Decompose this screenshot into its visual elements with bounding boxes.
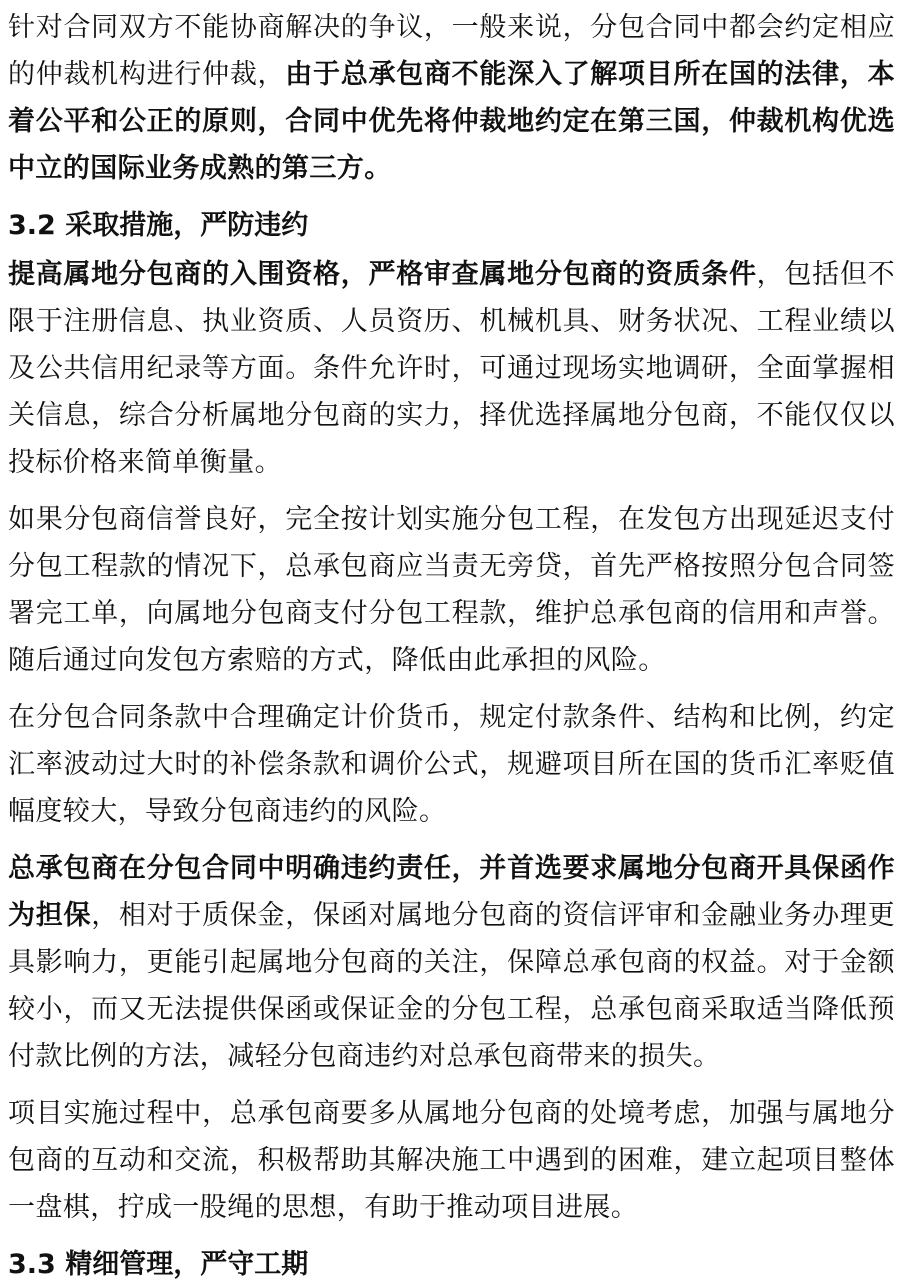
paragraph-qualification-text: ，包括但不限于注册信息、执业资质、人员资历、机械机具、财务状况、工程业绩以及公共信用纪录等方面。条件允许时，可通过现场实地调研，全面掌握相关信息，综合分析属地分包商的实力，择优选择属地分包商，不能仅仅以投标价格来简单衡量。 xyxy=(8,259,895,478)
paragraph-cooperation: 项目实施过程中，总承包商要多从属地分包商的处境考虑，加强与属地分包商的互动和交流，积极帮助其解决施工中遇到的困难，建立起项目整体一盘棋，拧成一股绳的思想，有助于推动项目进展。 xyxy=(8,1098,895,1223)
section-heading-3-2: 3.2 采取措施，严防违约 xyxy=(8,210,309,241)
paragraph-guarantee-text: ，相对于质保金，保函对属地分包商的资信评审和金融业务办理更具影响力，更能引起属地分包商的关注，保障总承包商的权益。对于金额较小，而又无法提供保函或保证金的分包工程，总承包商采取适当降低预付款比例的方法，减轻分包商违约对总承包商带来的损失。 xyxy=(8,900,895,1072)
section-heading-3-3: 3.3 精细管理，严守工期 xyxy=(8,1249,309,1280)
paragraph-payment: 如果分包商信誉良好，完全按计划实施分包工程，在发包方出现延迟支付分包工程款的情况下，总承包商应当责无旁贷，首先严格按照分包合同签署完工单，向属地分包商支付分包工程款，维护总承包商的信用和声誉。随后通过向发包方索赔的方式，降低由此承担的风险。 xyxy=(8,504,895,676)
paragraph-guarantee-emphasis: 总承包商在分包合同中明确违约责任，并首选要求属地分包商开具保函作为担保 xyxy=(8,853,895,931)
paragraph-guarantee xyxy=(8,845,895,1080)
paragraph-arbitration-text: 针对合同双方不能协商解决的争议，一般来说，分包合同中都会约定相应的仲裁机构进行仲裁， xyxy=(8,12,895,90)
paragraph-qualification xyxy=(8,251,895,486)
paragraph-arbitration-emphasis: 由于总承包商不能深入了解项目所在国的法律，本着公平和公正的原则，合同中优先将仲裁地约定在第三国，仲裁机构优选中立的国际业务成熟的第三方。 xyxy=(8,59,895,184)
paragraph-qualification-emphasis: 提高属地分包商的入围资格，严格审查属地分包商的资质条件 xyxy=(8,259,757,290)
paragraph-arbitration xyxy=(8,4,895,192)
paragraph-currency: 在分包合同条款中合理确定计价货币，规定付款条件、结构和比例，约定汇率波动过大时的补偿条款和调价公式，规避项目所在国的货币汇率贬值幅度较大，导致分包商违约的风险。 xyxy=(8,702,895,827)
